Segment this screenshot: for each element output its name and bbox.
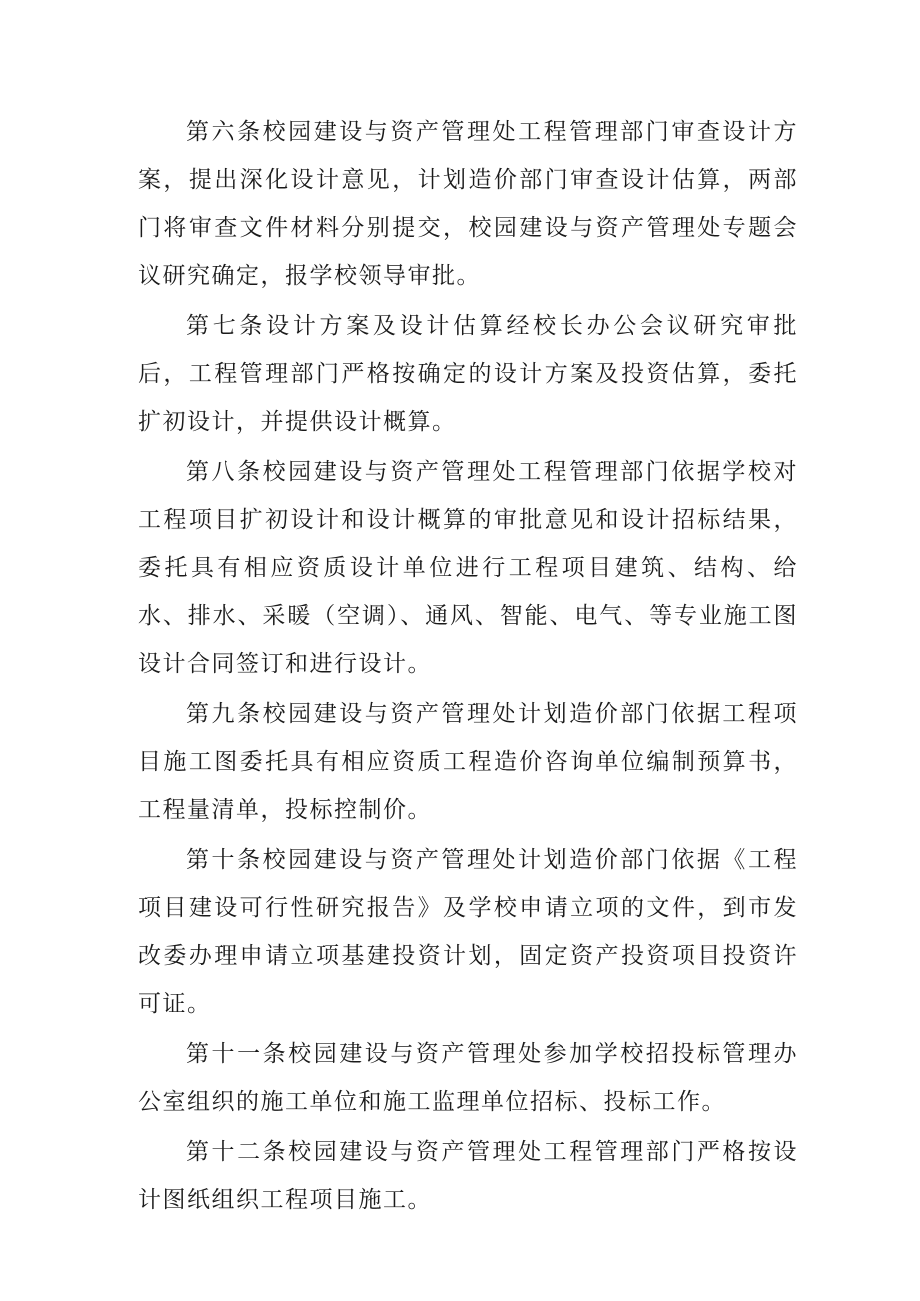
article-9-paragraph: 第九条校园建设与资产管理处计划造价部门依据工程项目施工图委托具有相应资质工程造价咨询单位编制预算书，工程量清单，投标控制价。 <box>138 701 798 823</box>
article-11-paragraph: 第十一条校园建设与资产管理处参加学校招投标管理办公室组织的施工单位和施工监理单位招标、投标工作。 <box>138 1041 798 1115</box>
article-6-paragraph: 第六条校园建设与资产管理处工程管理部门审查设计方案，提出深化设计意见，计划造价部门审查设计估算，两部门将审查文件材料分别提交，校园建设与资产管理处专题会议研究确定，报学校领导审批。 <box>138 119 798 289</box>
article-7-paragraph: 第七条设计方案及设计估算经校长办公会议研究审批后，工程管理部门严格按确定的设计方案及投资估算，委托扩初设计，并提供设计概算。 <box>138 313 798 435</box>
article-8-paragraph: 第八条校园建设与资产管理处工程管理部门依据学校对工程项目扩初设计和设计概算的审批意见和设计招标结果，委托具有相应资质设计单位进行工程项目建筑、结构、给水、排水、采暖（空调）、通风、智能、电气、等专业施工图设计合同签订和进行设计。 <box>138 459 798 677</box>
document-body <box>138 108 798 1226</box>
article-10-paragraph: 第十条校园建设与资产管理处计划造价部门依据《工程项目建设可行性研究报告》及学校申请立项的文件，到市发改委办理申请立项基建投资计划，固定资产投资项目投资许可证。 <box>138 847 798 1017</box>
article-12-paragraph: 第十二条校园建设与资产管理处工程管理部门严格按设计图纸组织工程项目施工。 <box>138 1139 798 1213</box>
